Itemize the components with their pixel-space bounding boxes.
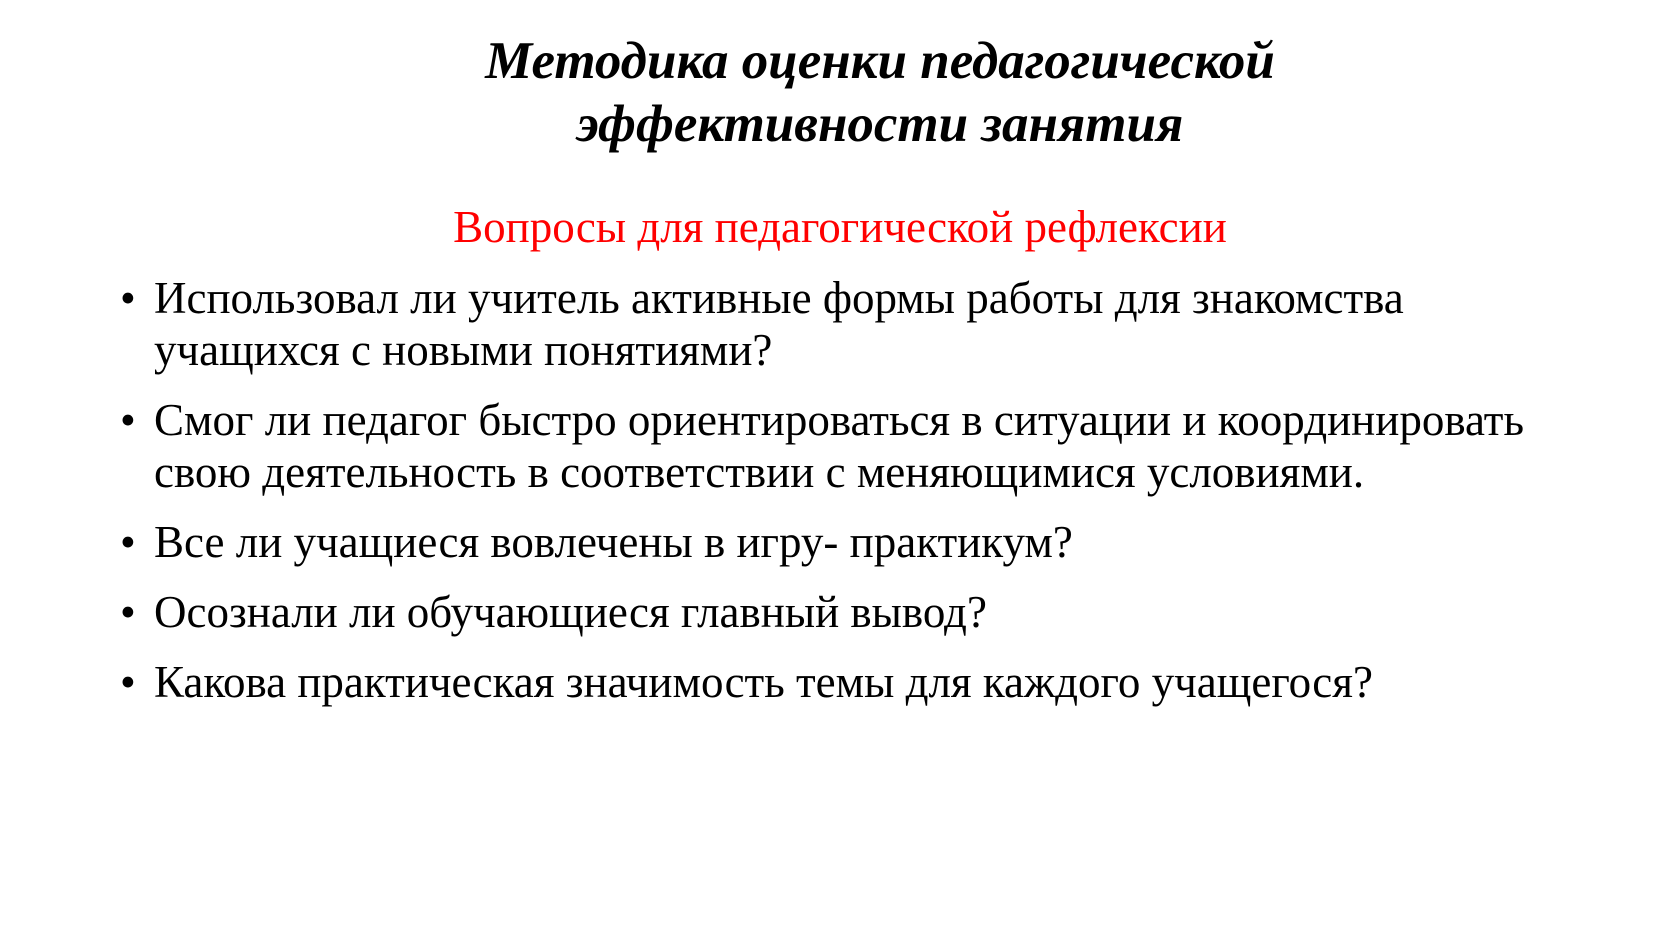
bullet-icon: •: [120, 273, 136, 323]
bullet-icon: •: [120, 587, 136, 637]
slide-subtitle: Вопросы для педагогической рефлексии: [453, 202, 1227, 252]
bullet-text: Все ли учащиеся вовлечены в игру- практикум?: [154, 517, 1073, 567]
bullet-item: [120, 656, 1560, 708]
bullet-item: [120, 272, 1560, 376]
bullet-item: [120, 516, 1560, 568]
bullet-text: Смог ли педагог быстро ориентироваться в ситуации и координировать свою деятельность в соответствии с меняющимися условиями.: [154, 395, 1524, 497]
slide-title-line-2: эффективности занятия: [576, 95, 1184, 153]
slide-title: [300, 30, 1460, 156]
bullet-item: [120, 394, 1560, 498]
bullet-item: [120, 586, 1560, 638]
bullet-icon: •: [120, 395, 136, 445]
slide-title-line-1: Методика оценки педагогической: [485, 32, 1275, 90]
bullet-icon: •: [120, 657, 136, 707]
bullet-text: Какова практическая значимость темы для каждого учащегося?: [154, 657, 1373, 707]
bullet-text: Использовал ли учитель активные формы работы для знакомства учащихся с новыми понятиями?: [154, 273, 1404, 375]
bullet-icon: •: [120, 517, 136, 567]
bullet-text: Осознали ли обучающиеся главный вывод?: [154, 587, 987, 637]
bullet-list: [120, 272, 1560, 726]
